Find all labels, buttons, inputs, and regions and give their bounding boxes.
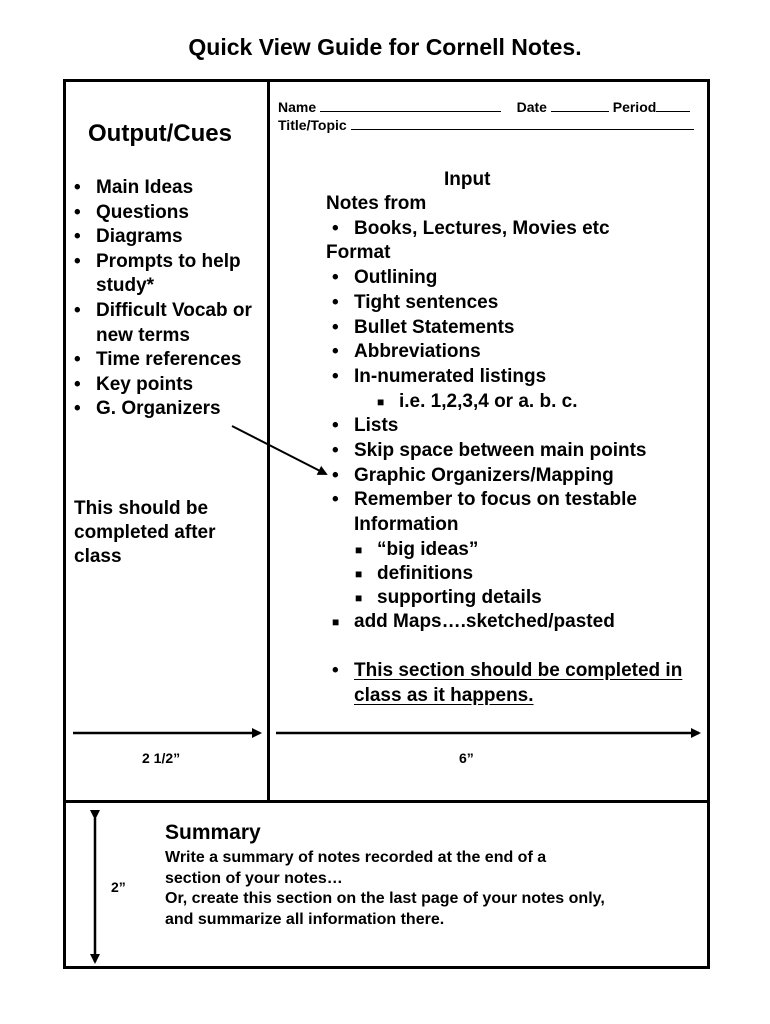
list-item: • Prompts to help study*	[74, 250, 241, 297]
section-note: This section should be completed in class as it happens.	[354, 660, 683, 706]
page-title: Quick View Guide for Cornell Notes.	[188, 34, 582, 60]
summary-height-label: 2”	[111, 879, 126, 895]
list-item: • Time references	[74, 348, 264, 373]
list-item: • Tight sentences	[326, 291, 696, 316]
list-item: ■ supporting details	[355, 587, 542, 608]
bullet-icon: •	[74, 398, 81, 420]
cues-note: This should be completed after class	[74, 498, 216, 567]
list-item: ■ add Maps….sketched/pasted	[326, 610, 696, 635]
bullet-icon: •	[74, 349, 81, 371]
bullet-icon: •	[332, 464, 339, 486]
square-bullet-icon: ■	[332, 615, 340, 629]
list-item: • Outlining	[326, 266, 696, 291]
list-item: • Difficult Vocab or new terms	[74, 299, 252, 346]
list-item: • Graphic Organizers/Mapping	[326, 464, 696, 489]
summary-line: section of your notes…	[165, 869, 343, 887]
format-label: Format	[326, 242, 391, 263]
bullet-icon: •	[332, 291, 339, 313]
bullet-icon: •	[332, 366, 339, 388]
name-label: Name	[278, 99, 317, 115]
list-item: • Main Ideas	[74, 176, 264, 201]
list-item: • Remember to focus on testable Information	[332, 489, 637, 536]
period-label: Period	[612, 99, 657, 115]
list-item: • Diagrams	[74, 225, 264, 250]
left-width-label: 2 1/2”	[142, 750, 181, 766]
list-item: • Abbreviations	[326, 340, 696, 365]
list-item: • Questions	[74, 201, 264, 226]
list-item: • Lists	[326, 414, 696, 439]
bullet-icon: •	[74, 299, 81, 321]
square-bullet-icon: ■	[377, 395, 385, 409]
list-item: ■ i.e. 1,2,3,4 or a. b. c.	[371, 390, 671, 415]
bullet-icon: •	[74, 373, 81, 395]
right-width-label: 6”	[459, 750, 474, 766]
date-label: Date	[516, 99, 547, 115]
bullet-icon: •	[74, 177, 81, 198]
notes-from-label: Notes from	[326, 193, 427, 214]
list-item: • Skip space between main points	[326, 439, 696, 464]
bullet-icon: •	[332, 218, 339, 239]
bullet-icon: •	[332, 267, 339, 288]
pointer-arrow	[232, 426, 326, 474]
summary-heading: Summary	[165, 821, 261, 844]
bullet-icon: •	[332, 415, 339, 436]
bullet-icon: •	[74, 201, 81, 223]
bullet-icon: •	[332, 489, 339, 511]
topic-label: Title/Topic	[278, 117, 347, 133]
list-item: ■ “big ideas”	[355, 539, 479, 560]
bullet-icon: •	[332, 341, 339, 363]
square-bullet-icon: ■	[355, 567, 363, 581]
list-item: • G. Organizers	[74, 397, 264, 422]
input-heading: Input	[444, 169, 491, 190]
bullet-icon: •	[332, 439, 339, 461]
cues-heading: Output/Cues	[88, 120, 232, 147]
list-item: • Books, Lectures, Movies etc	[326, 217, 696, 242]
bullet-icon: •	[74, 250, 81, 272]
list-item: ■ definitions	[355, 563, 474, 584]
bullet-icon: •	[332, 660, 339, 681]
list-item: • Bullet Statements	[326, 316, 696, 341]
summary-line: Write a summary of notes recorded at the end of a	[165, 849, 547, 866]
list-item: • In-numerated listings	[326, 365, 696, 390]
bullet-icon: •	[332, 316, 339, 338]
square-bullet-icon: ■	[355, 591, 363, 605]
square-bullet-icon: ■	[355, 543, 363, 557]
bullet-icon: •	[74, 226, 81, 248]
summary-line: and summarize all information there.	[165, 910, 445, 928]
list-item: • Key points	[74, 373, 264, 398]
summary-line: Or, create this section on the last page of your notes only,	[165, 890, 605, 907]
